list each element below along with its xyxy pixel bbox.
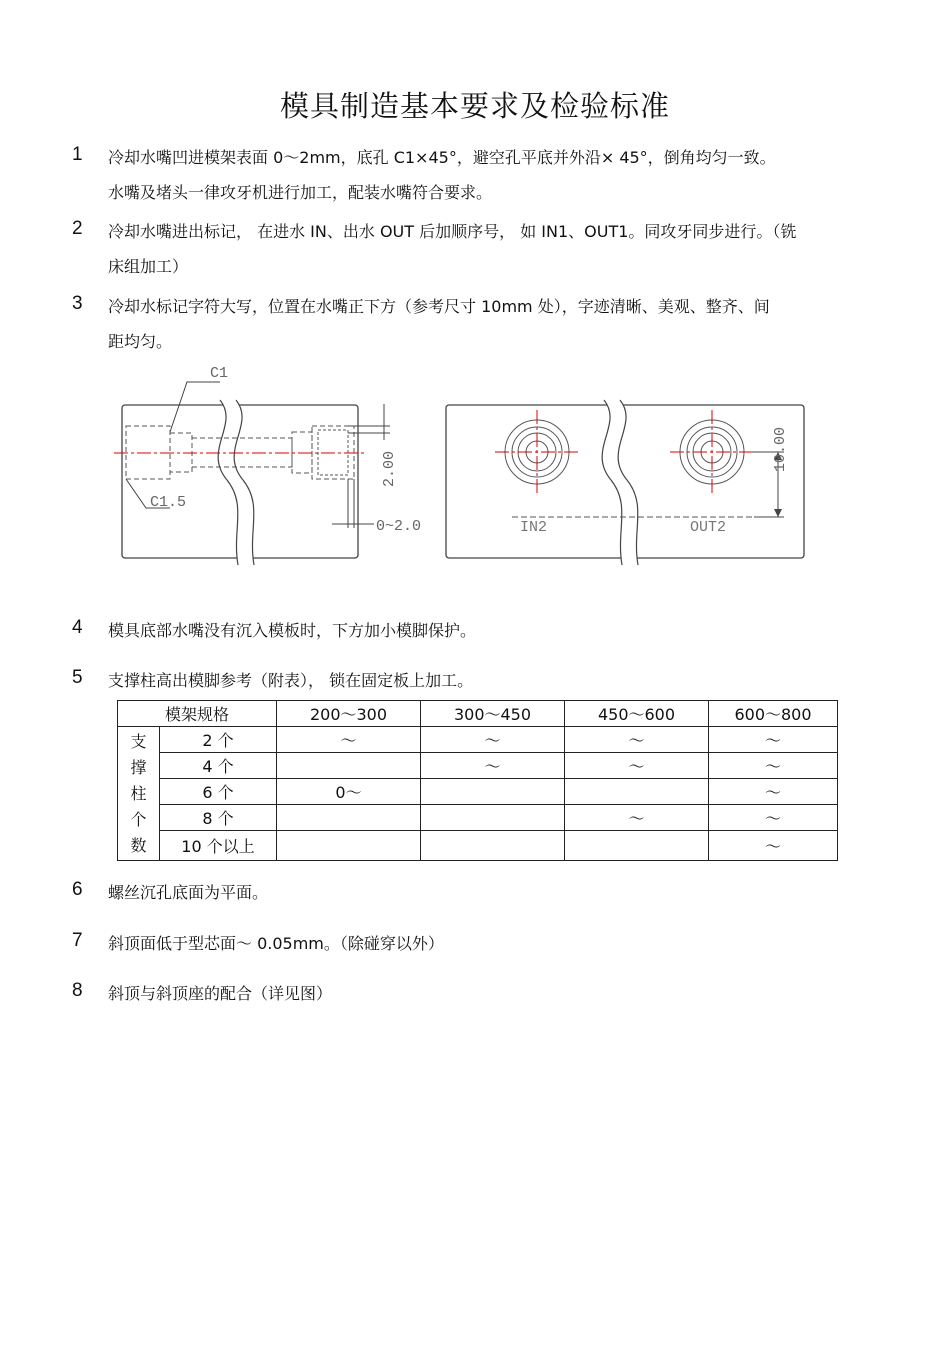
table-cell — [421, 805, 565, 831]
label-c1: C1 — [210, 365, 229, 382]
table-cell: ～ — [709, 779, 838, 805]
item-number: 5 — [72, 667, 83, 688]
table-header-cell: 300～450 — [421, 701, 565, 727]
item-number: 7 — [72, 930, 83, 951]
item-text: 斜顶与斜顶座的配合（详见图） — [108, 984, 333, 1003]
item-number: 6 — [72, 879, 83, 900]
table-cell: 4 个 — [160, 753, 277, 779]
table-cell: ～ — [709, 831, 838, 861]
table-cell: 6 个 — [160, 779, 277, 805]
table-cell: ～ — [421, 753, 565, 779]
table-cell: ～ — [277, 727, 421, 753]
table-cell: 10 个以上 — [160, 831, 277, 861]
item-text: 冷却水嘴进出标记， 在进水 IN、出水 OUT 后加顺序号， 如 IN1、OUT1。同攻牙同步进行。（铣 — [108, 222, 797, 241]
table-cell: 0～ — [277, 779, 421, 805]
row-group-label: 支 撑 柱 个 数 — [118, 727, 160, 861]
table-cell: ～ — [709, 805, 838, 831]
item-text: 距均匀。 — [108, 332, 173, 351]
item-text: 床组加工） — [108, 257, 189, 276]
table-header-cell: 模架规格 — [118, 701, 277, 727]
table-cell: ～ — [565, 753, 709, 779]
label-dim-10-00: 10.00 — [772, 426, 789, 472]
item-number: 3 — [72, 293, 83, 314]
item-number: 4 — [72, 617, 83, 638]
item-text: 支撑柱高出模脚参考（附表）， 锁在固定板上加工。 — [108, 671, 474, 690]
table-header-row — [118, 701, 838, 727]
page-title: 模具制造基本要求及检验标准 — [279, 89, 670, 123]
label-c15: C1.5 — [150, 494, 187, 511]
label-dim-0-2: 0~2.0 — [376, 518, 422, 535]
table-cell: ～ — [709, 727, 838, 753]
item-text: 冷却水标记字符大写，位置在水嘴正下方（参考尺寸 10mm 处），字迹清晰、美观、整齐、间 — [108, 297, 770, 316]
table-cell: ～ — [709, 753, 838, 779]
table-cell — [277, 831, 421, 861]
table-row — [118, 727, 838, 753]
table-cell: 2 个 — [160, 727, 277, 753]
item-text: 水嘴及堵头一律攻牙机进行加工，配装水嘴符合要求。 — [108, 183, 493, 202]
table-row — [118, 805, 838, 831]
table-header-cell: 600～800 — [709, 701, 838, 727]
table-cell — [277, 805, 421, 831]
support-pillar-table — [117, 700, 838, 861]
table-cell — [421, 831, 565, 861]
label-dim-2-00: 2.00 — [381, 450, 398, 487]
item-number: 8 — [72, 980, 83, 1001]
table-cell — [565, 831, 709, 861]
item-number: 1 — [72, 144, 83, 165]
cooling-nozzle-drawing — [112, 360, 832, 570]
item-text: 模具底部水嘴没有沉入模板时，下方加小模脚保护。 — [108, 621, 477, 640]
item-text: 斜顶面低于型芯面～ 0.05mm。（除碰穿以外） — [108, 934, 444, 953]
table-row — [118, 753, 838, 779]
label-out2: OUT2 — [690, 519, 727, 536]
item-number: 2 — [72, 218, 83, 239]
table-header-cell: 200～300 — [277, 701, 421, 727]
table-cell — [277, 753, 421, 779]
table-row — [118, 831, 838, 861]
table-row — [118, 779, 838, 805]
item-text: 冷却水嘴凹进模架表面 0～2mm，底孔 C1×45°，避空孔平底并外沿× 45°，倒角均匀一致。 — [108, 148, 776, 167]
table-cell: ～ — [421, 727, 565, 753]
table-cell — [421, 779, 565, 805]
table-cell — [565, 779, 709, 805]
table-cell: ～ — [565, 727, 709, 753]
table-header-cell: 450～600 — [565, 701, 709, 727]
item-text: 螺丝沉孔底面为平面。 — [108, 883, 269, 902]
label-in2: IN2 — [520, 519, 548, 536]
table-cell: 8 个 — [160, 805, 277, 831]
table-cell: ～ — [565, 805, 709, 831]
